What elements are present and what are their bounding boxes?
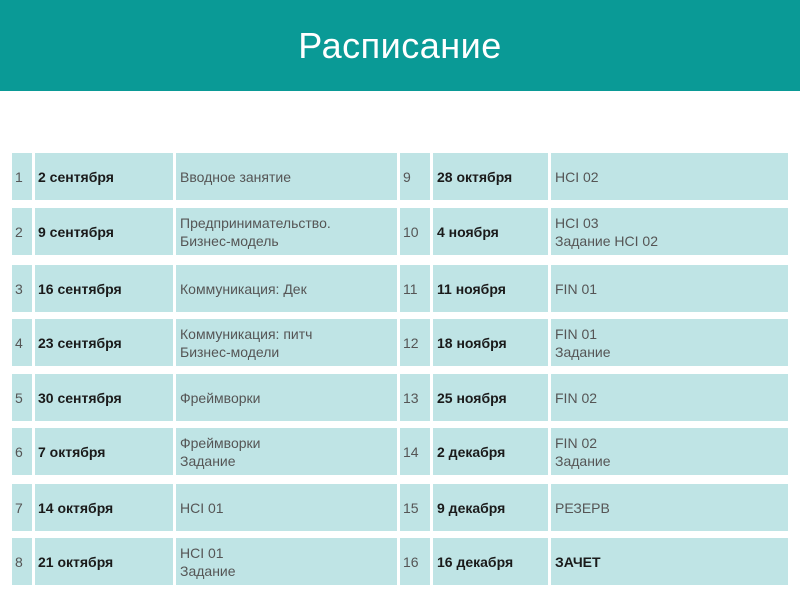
session-number-text: 16 xyxy=(403,553,419,570)
session-number-text: 11 xyxy=(403,280,418,297)
session-number-text: 9 xyxy=(403,168,411,185)
session-topic xyxy=(176,374,397,421)
session-number-text: 1 xyxy=(15,168,23,185)
session-topic xyxy=(551,319,788,366)
session-date xyxy=(35,319,173,366)
session-topic-text: Коммуникация: Дек xyxy=(180,280,307,297)
session-number xyxy=(400,484,430,531)
session-number-text: 14 xyxy=(403,443,419,460)
session-topic-text: Фреймворки xyxy=(180,434,261,451)
session-topic-text: Бизнес-модель xyxy=(180,232,279,249)
session-date-text: 28 октября xyxy=(437,168,513,185)
session-date xyxy=(35,484,173,531)
session-date-text: 30 сентября xyxy=(38,389,122,406)
session-number-text: 3 xyxy=(15,280,23,297)
session-date xyxy=(433,484,548,531)
session-date-text: 9 сентября xyxy=(38,223,114,240)
session-number xyxy=(400,153,430,200)
session-date xyxy=(35,538,173,585)
session-date-text: 25 ноября xyxy=(437,389,507,406)
session-topic xyxy=(551,265,788,312)
session-number xyxy=(12,538,32,585)
session-topic xyxy=(176,538,397,585)
session-date xyxy=(433,208,548,255)
session-number xyxy=(12,428,32,475)
session-topic-text: Вводное занятие xyxy=(180,168,291,185)
session-number-text: 12 xyxy=(403,334,419,351)
session-number-text: 13 xyxy=(403,389,419,406)
session-number xyxy=(400,374,430,421)
session-topic-text: FIN 02 xyxy=(555,434,598,451)
session-topic-text: Предпринимательство. xyxy=(180,214,331,231)
session-topic-text: Фреймворки xyxy=(180,389,261,406)
session-topic xyxy=(176,265,397,312)
session-date-text: 7 октября xyxy=(38,443,106,460)
session-topic-text: HCI 01 xyxy=(180,544,224,561)
session-topic-text: HCI 03 xyxy=(555,214,599,231)
table-row xyxy=(0,265,800,312)
session-topic xyxy=(176,153,397,200)
table-row xyxy=(0,374,800,421)
session-number-text: 2 xyxy=(15,223,23,240)
session-topic xyxy=(176,428,397,475)
session-number xyxy=(12,319,32,366)
session-number xyxy=(400,428,430,475)
session-topic-text: FIN 02 xyxy=(555,389,598,406)
table-row xyxy=(0,484,800,531)
session-number xyxy=(400,538,430,585)
session-topic xyxy=(176,319,397,366)
session-date-text: 16 декабря xyxy=(437,553,514,570)
session-topic xyxy=(551,153,788,200)
session-number xyxy=(400,208,430,255)
session-topic-text: Задание xyxy=(180,452,236,469)
session-topic xyxy=(551,428,788,475)
session-topic-text: ЗАЧЕТ xyxy=(555,553,601,570)
session-topic-text: Коммуникация: питч xyxy=(180,325,313,342)
session-date xyxy=(35,153,173,200)
session-topic-text: FIN 01 xyxy=(555,280,598,297)
table-row xyxy=(0,208,800,255)
session-date xyxy=(433,319,548,366)
session-topic-text: Задание xyxy=(180,562,236,579)
session-date xyxy=(35,208,173,255)
session-topic xyxy=(176,484,397,531)
session-topic-text: FIN 01 xyxy=(555,325,598,342)
session-number xyxy=(12,265,32,312)
session-date xyxy=(35,374,173,421)
session-number-text: 4 xyxy=(15,334,23,351)
session-date xyxy=(433,538,548,585)
session-date xyxy=(35,265,173,312)
session-date xyxy=(433,153,548,200)
table-row xyxy=(0,319,800,366)
session-date-text: 16 сентября xyxy=(38,280,122,297)
session-number-text: 7 xyxy=(15,499,23,516)
session-number xyxy=(12,153,32,200)
session-topic-text: Задание HCI 02 xyxy=(555,232,658,249)
session-number-text: 8 xyxy=(15,553,23,570)
session-date-text: 23 сентября xyxy=(38,334,122,351)
page-title: Расписание xyxy=(298,24,502,66)
table-row xyxy=(0,428,800,475)
session-number-text: 6 xyxy=(15,443,23,460)
session-date-text: 14 октября xyxy=(38,499,114,516)
session-topic xyxy=(551,538,788,585)
session-date-text: 4 ноября xyxy=(437,223,499,240)
session-number xyxy=(400,265,430,312)
session-number xyxy=(12,208,32,255)
session-date xyxy=(433,374,548,421)
table-row xyxy=(0,153,800,200)
session-topic-text: РЕЗЕРВ xyxy=(555,499,610,516)
session-number xyxy=(12,484,32,531)
session-date xyxy=(433,428,548,475)
session-date-text: 18 ноября xyxy=(437,334,507,351)
session-number xyxy=(400,319,430,366)
session-date xyxy=(433,265,548,312)
session-date-text: 2 сентября xyxy=(38,168,114,185)
session-topic-text: Бизнес-модели xyxy=(180,343,280,360)
table-row xyxy=(0,538,800,585)
session-topic-text: Задание xyxy=(555,343,611,360)
session-date-text: 9 декабря xyxy=(437,499,506,516)
session-date xyxy=(35,428,173,475)
session-date-text: 2 декабря xyxy=(437,443,506,460)
session-topic xyxy=(551,484,788,531)
session-topic xyxy=(551,208,788,255)
session-number-text: 15 xyxy=(403,499,419,516)
session-topic-text: HCI 01 xyxy=(180,499,224,516)
session-date-text: 11 ноября xyxy=(437,280,506,297)
session-topic-text: Задание xyxy=(555,452,611,469)
session-number xyxy=(12,374,32,421)
session-number-text: 10 xyxy=(403,223,419,240)
session-topic xyxy=(176,208,397,255)
session-date-text: 21 октября xyxy=(38,553,114,570)
session-number-text: 5 xyxy=(15,389,23,406)
session-topic xyxy=(551,374,788,421)
session-topic-text: HCI 02 xyxy=(555,168,599,185)
